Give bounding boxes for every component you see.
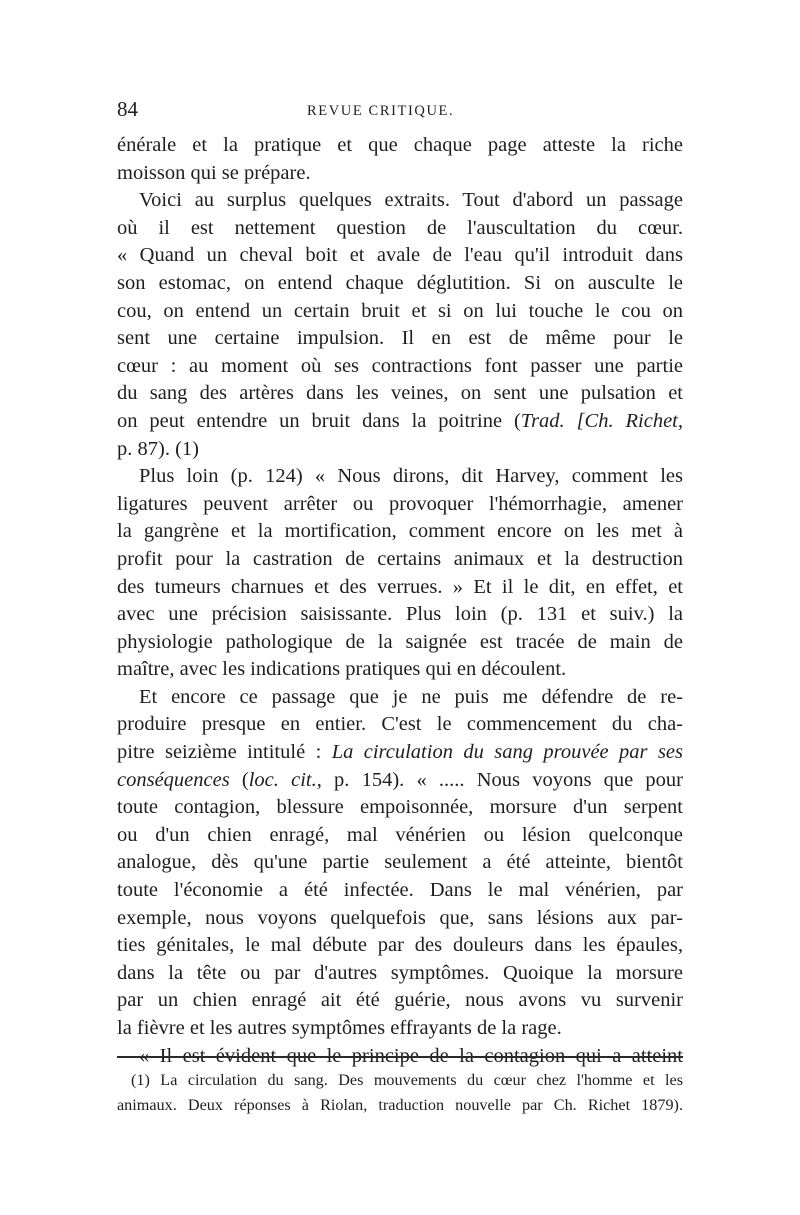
chapter-title-italic: conséquences — [117, 768, 230, 791]
loc-cit-italic: loc. cit. — [248, 768, 317, 791]
text-line: énérale et la pratique et que chaque page atteste la riche — [117, 134, 683, 156]
text-line: sent une certaine impulsion. Il en est de même pour le — [117, 327, 683, 350]
paragraph-start-line: Et encore ce passage que je ne puis me défendre de re- — [139, 685, 683, 708]
text-line: des tumeurs charnues et des verrues. » Et il le dit, en effet, et — [117, 575, 683, 598]
text-fragment: , p. 154). « ..... Nous voyons que pour — [316, 768, 684, 791]
text-line: cœur : au moment où ses contractions font passer une partie — [117, 354, 683, 377]
body-text — [117, 132, 683, 1070]
text-line: cou, on entend un certain bruit et si on lui touche le cou on — [117, 299, 683, 322]
text-line: toute contagion, blessure empoisonnée, morsure d'un serpent — [117, 796, 683, 819]
text-line: avec une précision saisissante. Plus loin (p. 131 et suiv.) la — [117, 603, 683, 626]
text-line: exemple, nous voyons quelquefois que, sans lésions aux par- — [117, 906, 683, 929]
text-line: profit pour la castration de certains animaux et la destruction — [117, 547, 683, 570]
footnotes — [117, 1068, 683, 1118]
text-line: ou d'un chien enragé, mal vénérien ou lésion quelconque — [117, 823, 683, 846]
text-fragment: pitre seizième intitulé : — [117, 741, 332, 764]
footnote-line: (1) La circulation du sang. Des mouvements du cœur chez l'homme et les — [131, 1071, 683, 1089]
text-line: analogue, dès qu'une partie seulement a été atteinte, bientôt — [117, 851, 683, 874]
text-line: produire presque en entier. C'est le commencement du cha- — [117, 713, 683, 736]
chapter-title-italic: La circulation du sang prouvée par ses — [331, 741, 683, 764]
citation-italic: Trad. [Ch. Richet, — [520, 409, 683, 432]
text-line: où il est nettement question de l'auscultation du cœur. — [117, 216, 683, 239]
text-line: la gangrène et la mortification, comment encore on les met à — [117, 520, 683, 543]
journal-title: REVUE CRITIQUE. — [307, 103, 455, 119]
page-number: 84 — [117, 97, 138, 121]
text-line: maître, avec les indications pratiques qui en découlent. — [117, 658, 567, 681]
text-line: ties génitales, le mal débute par des douleurs dans les épaules, — [117, 934, 683, 957]
text-line: dans la tête ou par d'autres symptômes. Quoique la morsure — [117, 961, 683, 984]
text-line: du sang des artères dans les veines, on sent une pulsation et — [117, 382, 683, 405]
text-line: moisson qui se prépare. — [117, 161, 311, 184]
text-fragment: on peut entendre un bruit dans la poitrine ( — [117, 409, 521, 432]
text-line: par un chien enragé ait été guérie, nous avons vu survenir — [117, 989, 683, 1012]
text-line: la fièvre et les autres symptômes effrayants de la rage. — [117, 1017, 562, 1039]
footnote-divider — [117, 1056, 683, 1058]
text-line: p. 87). (1) — [117, 437, 199, 460]
text-line-with-chapter-title — [117, 739, 683, 767]
text-line-with-citation — [117, 408, 683, 436]
text-line: son estomac, on entend chaque déglutition. Si on ausculte le — [117, 271, 683, 294]
text-line: ligatures peuvent arrêter ou provoquer l'hémorrhagie, amener — [117, 492, 683, 515]
text-line: physiologie pathologique de la saignée est tracée de main de — [117, 630, 683, 653]
running-head — [117, 96, 683, 126]
text-line: « Quand un cheval boit et avale de l'eau qu'il introduit dans — [117, 244, 683, 267]
paragraph-start-line: Voici au surplus quelques extraits. Tout d'abord un passage — [139, 189, 683, 212]
text-fragment: ( — [229, 768, 249, 791]
text-line-with-reference — [117, 767, 683, 795]
text-line: toute l'économie a été infectée. Dans le mal vénérien, par — [117, 879, 683, 902]
paragraph-start-line: « Il est évident que le principe de la contagion qui a atteint — [139, 1044, 683, 1067]
paragraph-start-line: Plus loin (p. 124) « Nous dirons, dit Harvey, comment les — [139, 465, 683, 488]
footnote-line: animaux. Deux réponses à Riolan, traduction nouvelle par Ch. Richet 1879). — [117, 1096, 683, 1114]
